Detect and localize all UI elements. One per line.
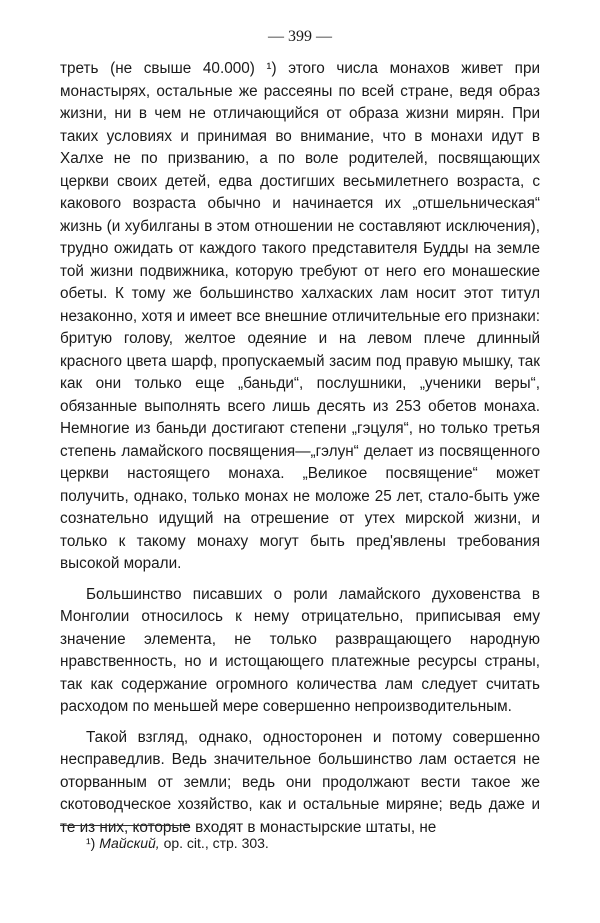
footnote-marker: ¹)	[86, 835, 96, 851]
body-text	[60, 58, 540, 847]
footnote-reference: op. cit., стр. 303.	[163, 835, 269, 851]
footnote-author: Майский,	[99, 835, 160, 851]
paragraph-2: Большинство писавших о роли ламайского духовенства в Монголии относилось к нему отрицательно, приписывая ему значение элемента, не только развращающего народную нравственность, но и истощающего платежные ресурсы страны, так как содержание огромного количества лам следует считать расходом по меньшей мере совершенно непроизводительным.	[60, 585, 540, 715]
footnote-divider	[60, 825, 190, 826]
footnote	[86, 834, 269, 852]
paragraph-1: треть (не свыше 40.000) ¹) этого числа монахов живет при монастырях, остальные же рассеяны по всей стране, ведя образ жизни, ни в чем не отличающийся от образа жизни мирян. При таких условиях и принимая во внимание, что в монахи идут в Халхе не по призванию, а по воле родителей, посвящающих церкви своих детей, едва достигших весьмилетнего возраста, с какового возраста обычно и начинается их „отшельническая“ жизнь (и хубилганы в этом отношении не составляют исключения), трудно ожидать от каждого такого представителя Будды на земле той жизни подвижника, которую требуют от него его монашеские обеты. К тому же большинство халхаских лам носит этот титул незаконно, хотя и имеет все внешние отличительные его признаки: бритую голову, желтое одеяние и на левом плече длинный красного цвета шарф, пропускаемый засим под правую мышку, так как они только еще „баньди“, послушники, „ученики веры“, обязанные выполнять всего лишь десять из 253 обетов монаха. Немногие из баньди достигают степени „гэцуля“, но только третья степень ламайского посвящения—„гэлун“ делает из посвященного церкви настоящего монаха. „Великое посвящение“ может получить, однако, только монах не моложе 25 лет, стало-быть уже сознательно идущий на отрешение от утех мирской жизни, и только к такому монаху могут быть пред'явлены требования высокой морали.	[60, 60, 540, 572]
page-number: — 399 —	[268, 28, 332, 45]
paragraph-3: Такой взгляд, однако, односторонен и потому совершенно несправедлив. Ведь значительное большинство лам остается не оторванным от земли; ведь они продолжают вести такое же скотоводческое хозяйство, как и остальные миряне; ведь даже и те из них, которые входят в монастырские штаты, не	[60, 728, 540, 836]
